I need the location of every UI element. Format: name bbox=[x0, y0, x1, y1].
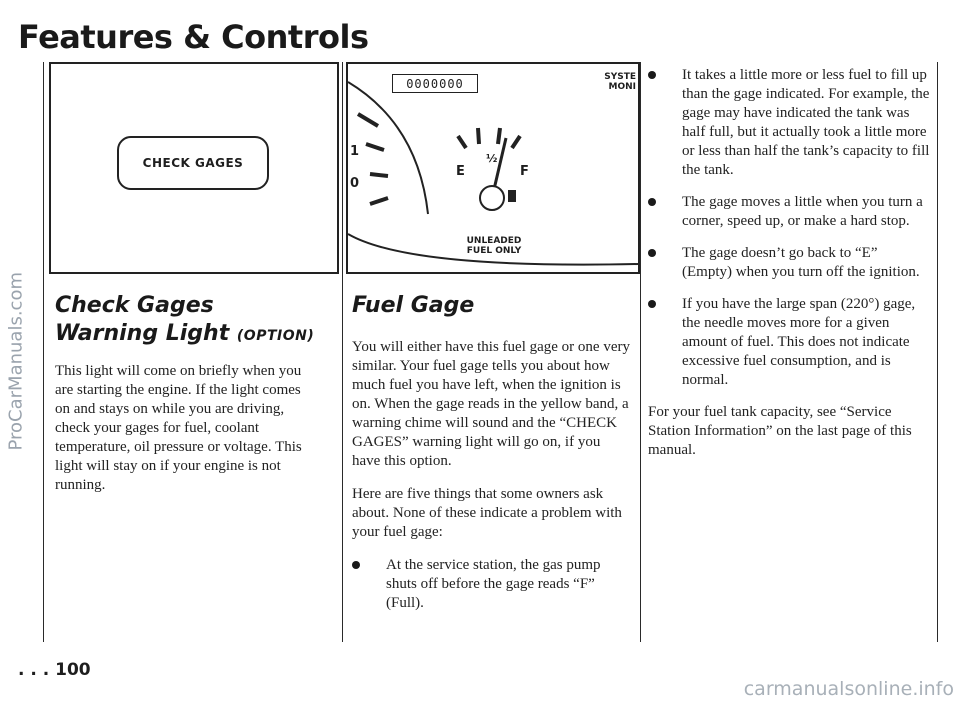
bullet-icon bbox=[648, 198, 656, 206]
left-column bbox=[55, 292, 317, 509]
gage-tick-label-0: 0 bbox=[350, 176, 360, 191]
gage-empty-label: E bbox=[456, 164, 465, 179]
sidebar-watermark: ProCarManuals.com bbox=[5, 271, 27, 451]
check-gages-paragraph: This light will come on briefly when you are starting the engine. If the light comes on and stays on while you are driving, check your gages for fuel, coolant temperature, oil pressure or voltage. This light will stay on if your engine is not running. bbox=[55, 363, 302, 493]
list-item: It takes a little more or less fuel to fill up than the gage indicated. For example, the gage may have indicated the tank was half full, but it actually took a little more or less than half the tank’s capacity to fill the tank. bbox=[648, 66, 930, 180]
bullet-icon bbox=[648, 71, 656, 79]
fuel-gage-heading: Fuel Gage bbox=[352, 293, 475, 318]
bullet-icon bbox=[648, 249, 656, 257]
system-monitor-label: SYSTE MONI bbox=[604, 72, 636, 92]
unleaded-fuel-label: UNLEADED FUEL ONLY bbox=[466, 236, 522, 256]
odometer: 0000000 bbox=[392, 74, 478, 93]
fuel-gage-bullets bbox=[352, 556, 630, 613]
fuel-gage-bullets-continued bbox=[648, 66, 930, 390]
column-rule-far-right bbox=[937, 62, 938, 642]
fuel-gage-paragraph-2: Here are five things that some owners ask about. None of these indicate a problem with your fuel gage: bbox=[352, 486, 622, 540]
footer-watermark: carmanualsonline.info bbox=[743, 678, 954, 700]
bullet-icon bbox=[648, 300, 656, 308]
fuel-gage-paragraph-1: You will either have this fuel gage or one very similar. Your fuel gage tells you about how much fuel you have left, when the ignition is on. When the gage reads in the yellow band, a warning chime will sound and the “CHECK GAGES” warning light will go on, if you have this option. bbox=[352, 339, 630, 469]
check-gages-heading: Check Gages Warning Light (OPTION) bbox=[55, 293, 315, 346]
middle-column bbox=[352, 292, 630, 626]
list-item: The gage moves a little when you turn a corner, speed up, or make a hard stop. bbox=[648, 193, 930, 231]
right-column bbox=[648, 66, 930, 474]
list-item: The gage doesn’t go back to “E” (Empty) when you turn off the ignition. bbox=[648, 244, 930, 282]
list-item: At the service station, the gas pump shuts off before the gage reads “F” (Full). bbox=[352, 556, 630, 613]
column-rule-left bbox=[43, 62, 44, 642]
check-gages-figure bbox=[49, 62, 339, 274]
check-gages-badge: CHECK GAGES bbox=[117, 136, 269, 190]
page-number: . . . 100 bbox=[18, 660, 91, 680]
fuel-capacity-paragraph: For your fuel tank capacity, see “Service Station Information” on the last page of this manual. bbox=[648, 404, 912, 458]
gage-half-label: ½ bbox=[486, 152, 498, 165]
column-rule-middle bbox=[342, 62, 343, 642]
column-rule-right bbox=[640, 62, 641, 642]
bullet-icon bbox=[352, 561, 360, 569]
gage-full-label: F bbox=[520, 164, 529, 179]
fuel-gage-figure bbox=[346, 62, 640, 274]
fuel-pump-icon bbox=[508, 190, 516, 202]
list-item: If you have the large span (220°) gage, the needle moves more for a given amount of fuel. This does not indicate excessive fuel consumption, and is normal. bbox=[648, 295, 930, 390]
page-title: Features & Controls bbox=[18, 18, 369, 56]
gage-tick-label-1: 1 bbox=[350, 144, 360, 159]
